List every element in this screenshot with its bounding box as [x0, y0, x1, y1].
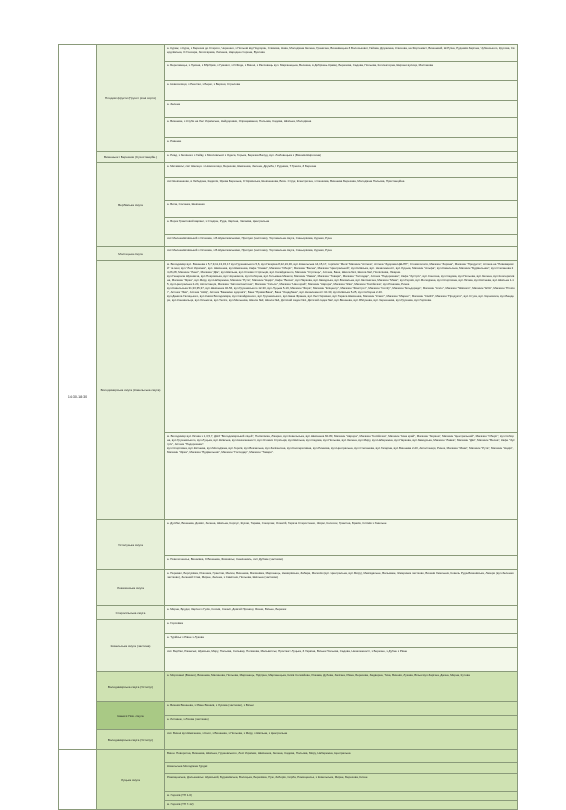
row-category: Володимирська смуга (Устилуг)	[97, 730, 165, 750]
row-localities: a. Поволоченськ, Вишнівка, З Вишнева, Фомовськ, Сенкішевсь, смт Дубове (частково)	[165, 556, 518, 570]
schedule-table	[58, 44, 518, 810]
row-category: Мостецька смуга	[97, 247, 165, 261]
text-line: вул.Генерала Шухевича, вул.Покровська, вул.Чорновола, вул.Соборна, вул.Гетьмана Мазепи, Магазин "Лавка", Магазин "Товари", Магазин "Господар", Аптека "Подорожник", Кафе "Зустріч", вул.Сонячна, вул.Садова, вул.Польова, вул.Зелена, вул.Кооперативна, Магазин "Зірка", вул.Миру, вул.Набережна, Магазин "Рута", Магазин "Надія", Кафе "Весна", вул.Паркова, вул.Заводська, вул.Вокзальна, вул.Залізнична, Магазин "Маяк", вул.Героїв, вул.Молодіжна, вул.Спортивна, вул.Лісова, вул.Квітнева, вул.Шкільна 1-15, вул.Центральна 2-24, Автостанція, Магазин "Автозапчастини", Магазин "Сільпо", Магазин "Наш край", Магазин "Аврора", Магазин "Єва", Магазин "Копійочка", вул.Ринкова, Ринок.	[167, 274, 515, 286]
row-category: Старосільська смуга	[97, 606, 165, 620]
row-localities: a. Ворок Гранітовий варіант, з Стадіон, Руда, Зарічна, Чапаєва, Центральна	[165, 218, 518, 235]
text-line: м. Володимир вул. Вишнева з 5,7,9,11,13,15,17 вул.Грушевського 5,6, вул.Гагаріна 8,22,24,30, вул.Ковельська 14,15,17, торгівля "Мега" Магазин "Аптека", Аптека "Здорова ЦЕНТР", Стоматологія, Магазин "Зоряна", Магазин "Продукти", Аптека на "Пивоваровій" та інші, вул."Лесі Українки", вул. Шевченка, вул.Шевченка, Кафе "Смаки", Магазин "Оберіг", Магазин "Весна", Магазин "Центральний", вул.Київська, вул. Незалежності, вул.Луцька, Магазин "Альфа", вул.Ковельська, Магазин "Будівельник", вул.Степанова 24,26,28, Магазин "Люкс", Магазин "Дім", вул.Шкільна, вул.Січових Стрільців, вул.Сагайдачного, Магазин "Стрілець", Аптека, Банк, Школа №1, Школа №2, Поліклініка, Лікарня.	[167, 262, 514, 274]
row-category: Вишеньок і Березняк (Сухостанційн.)	[97, 152, 165, 163]
row-localities: смт Мелешківічівський з Осокова, з В.Шумиловськими, Прилуки (частково), Торговельна смуга, Синьорікова, Курная, Руна	[165, 235, 518, 247]
row-localities: a. Турійськ з Рівне з Лукова	[165, 634, 518, 648]
row-localities: Рожищенська, Дольшевськ. Шумський, Будниківська, Волицька, Березівка, Пуж, Зиборів, Сєрба, Рожищенськ, з Ковельська, Мирне, Березова, Кичне	[165, 774, 518, 792]
row-localities: a. Мирне, Брудні, Зарічні з Гусів, Соснів, Сокалі, Довгий Пряниці, Ясени, Вільне, Березок	[165, 606, 518, 620]
text-line: вул.Данила Галицького, вул.Князя Володимира, вул.Сагайдачного, вул.Грушевського, вул.Івана Франка, вул.Лесі Українки, вул.Тараса Шевченка, Магазин "Класс", Магазин "Маркет", Магазин "Сім23", Магазин "Продукти", вул.Стуса, вул.Чорновола, вул.Бандери, вул.Коновальця, вул.Ольжича, вул.Теліги, вул.Мельника, Школа №3, Школа №4, Дитячий садок №1, Дитячий садок №2, вул.Вишнева, вул.Яблунева, вул.Черешнева, вул.Грушева, вул.Горіхова.	[167, 294, 514, 302]
row-localities: a. Вишневе, з Клуби на Лес Українське, Нейдоровки, Опрацювання, Польова, Садова, Шкільна, Молодіжна	[165, 118, 518, 138]
row-category: Володимирська смуга (Ковельська смуга)	[97, 261, 165, 520]
row-localities	[165, 261, 518, 433]
row-category: Вербівська смуга	[97, 163, 165, 247]
row-localities: Вишн. Поворотна, Вишнева, Шкільна, Грушевського, Лесі Українки, Шевченка, Зелена, Садова, Польова, Миру, Набережна, Центральна	[165, 750, 518, 763]
row-localities: a. Зелена	[165, 101, 518, 118]
row-category: Іваничі Нов. смуга	[97, 702, 165, 730]
row-localities: a. Береговецьк, з Лукина, з Ббрбрив, з Гумової, з И.Фоде, з Вишні, з Рассоваць вул. Марганецька, Весняна, в Добрішнь Кравці, Березова, Садова, Польова, Коллекторна, Шкрони вулиця, Мостакова	[165, 62, 518, 81]
text-line: м. Володимир вул.Лісова з 1,3,5,7, ДНЗ "Володимирський ліцей", Поліклініка, Лікарня, вул.Ковельська, вул.Шевченка 60-80, Магазин "Аврора", Магазин "Копійочка", Магазин "Наш край", Магазин "Зоряна", Магазин "Центральний", Магазин "Оберіг", вул.Соборна, вул.Грушевського, вул.Луцька, вул.Київська, вул.Незалежності, вул.Січових Стрільців, вул.Шкільна, вул.Садова, вул.Польова, вул.Зелена, вул.Миру, вул.Набережна, вул.Паркова, вул.Заводська, Магазин "Лавка", Магазин "Дім", Магазин "Весна", Кафе "Зустріч", Аптека "Подорожник".	[167, 434, 515, 446]
row-localities: a. Риад, з Зелёного з Гайву, з Мисливської з Одеса, Горька, Березка Валуд, вул. Любовецька з (Вишнів.Широчина)	[165, 152, 518, 163]
row-category: Ковельська смуга (частина)	[97, 620, 165, 672]
row-localities: смт. Вербки, Ржанські, Шумська, Миру, Польова, Сильвар, Полякова, Мальвитськ, Проспект Луцька, З Україна, Вільна Польова, Садова, Незалежності, з Березне, з Дубне з Рівне	[165, 648, 518, 672]
row-localities: м. Горохів (ТП 7-12)	[165, 801, 518, 810]
row-localities: a. Горохівка	[165, 620, 518, 634]
row-localities: a. Дулібні, Вишнева, Дозвіл, Зелена, Шкільна, Корпус, Жуков, Тарава, Сокорчак, Олексій, Гаряча Старостенко, Жирні, Колосок, Гранітна, Брасів, Сліпків з Хмельне	[165, 520, 518, 556]
row-localities: a. Вила, Сосонка, Шевченко	[165, 201, 518, 218]
row-localities	[165, 433, 518, 520]
time-slot-cell-continued	[59, 750, 97, 810]
row-localities: a. Метависьт, смт Шесеця. з Новоселиця, Березовк, Шевченка, Зелена, Дружба, І Рудника, Т.Грекса, З Березна	[165, 163, 518, 178]
row-category: Плодові фрукти (Груші і різні сорти)	[97, 45, 165, 152]
row-category: Локачинська смуга	[97, 570, 165, 606]
row-localities: a. Литовеж, з Лісова (частково)	[165, 716, 518, 730]
time-slot-cell: 14:30-18:30	[59, 45, 97, 750]
schedule-body	[59, 45, 518, 810]
row-localities: a. Новоселиця, з Решітки, з Берег, з Верхня, Стрелова	[165, 81, 518, 101]
row-localities: смт Шевченково, в Лебедяна, Кадилія, Ярова Березька, З Українська, Шевченкова, Вєсн. Струк, Електрична, з Сашкова, Вишнева Березова, Молодіжна Польова, Пристанційна	[165, 178, 518, 201]
row-localities: a. Кураж, з Курщ, з Березня до Старого, Черешня, з Польові від Подгорян, Сливова, Нова, Молодіжна Зелена, Гранична, Вишнівецька З Волоськової, Гайова, Дружинна, Ключова, на Фортемаст, Вишневий, Ш.Руїна, Рудників Зарічна, Чубинського, Кругова, Свердлівська, О.Гончара, Золотарева, Лисенка, Народна сторона, Вузлова	[165, 45, 518, 62]
row-localities: смт Мелешківічівський з Осокова, з В.Шумиловськими, Прилуки (частково), Торговельна смуга, Синьорікова, Курная, Руна	[165, 247, 518, 261]
row-localities: м. Горохів (ТП 1-6)	[165, 792, 518, 801]
row-category: Луцька смуга	[97, 750, 165, 810]
row-localities: a. Ровенке	[165, 138, 518, 152]
row-localities: Ковельська Молодіжна Гурджі	[165, 763, 518, 774]
row-localities: смт. Вишні вул.Шевченка, з Кооп, з Вишнева, з Польова, з Миру, з Шкільна, з Центральна	[165, 730, 518, 750]
row-category: Устилузька смуга	[97, 520, 165, 570]
text-line: вул.Ковельська 31,33,35,37, вул.Шевченка 40-56, вул.Грушевського 12-30, вул.Луцька 5-19, Магазин "Фора", Магазин "Епіцентр", Магазин "Фокстрот", Магазин "Comfy", Магазин "Ельдорадо", Магазин "Алло", Магазин "Watsons", Магазин "EVA", Магазин "Prostor", Аптека "Ліки", Аптека "АНЦ", Аптека "Бажаємо здоров'я", Банк "ПриватБанк", Банк "Ощадбанк", вул.Незалежності 10-30, вул.Київська 5-25, вул.Соборна 2-20.	[167, 286, 515, 294]
row-localities: a. Морочанкі (Вишня), Вишнева, Малинова, Польова, Марганець, Підгірна, Марганецька, Кизів Соловйове, Рожава, Дубова, Залізна, Рівна, Березова, Задворна, Тиха, Вишнів, Лукова, Вільні вул.Зарічна, Дачна, Мирна, Кутова	[165, 672, 518, 702]
text-line: вул.Спортивна, вул.Квітнева, вул.Молодіжна, вул.Героїв, вул.Вокзальна, вул.Залізнична, вул.Кооперативна, вул.Ринкова, вул.Центральна, вул.Степанова, вул.Гагаріна, вул.Вишнева 2-20, Автостанція, Ринок, Магазин "Маяк", Магазин "Рута", Магазин "Надія", Магазин "Зірка", Магазин "Будівельник", Магазин "Господар", Магазин "Товари".	[167, 446, 514, 454]
row-localities: a. Вишнів Вишнева, з Рівне Вишнів, з Лукова (частково), з Вільні	[165, 702, 518, 716]
row-category: Володимирська смуга (Устилуг)	[97, 672, 165, 702]
row-localities: a. Перевал, Борсуківка, Рокошка, Гранітов, Малин, Вишнева, Малинівка, Марганець, Немирівська, Забара, Малосів (вул. Центральна, вул.Миру), Мевіздальне, Вальмаке, Жмеринка частково, Вишнів Хмельник, Ковель Руда-Вишнівська, Лазери (вул.Зеленая частково), Зелений Став, Мирне, Зелена, з Самітник, Польова, Шкільна (частково)	[165, 570, 518, 606]
